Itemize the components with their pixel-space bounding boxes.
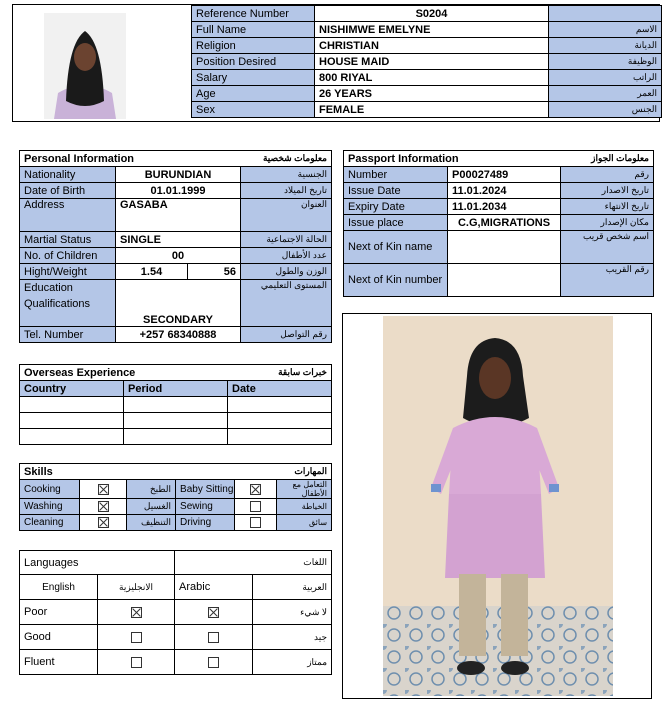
checked-box-icon[interactable]: [98, 517, 109, 528]
education-value: SECONDARY: [116, 280, 241, 327]
header-label-ar: الاسم: [549, 22, 662, 38]
arabic-checkbox-cell: [175, 625, 253, 650]
header-label: Position Desired: [192, 54, 315, 70]
education-ar: المستوى التعليمي: [241, 280, 332, 327]
skill-label: Baby Sitting: [176, 480, 235, 499]
expiry-label: Expiry Date: [344, 199, 448, 215]
header-value: 800 RIYAL: [315, 70, 549, 86]
header-label-ar: الجنس: [549, 102, 662, 118]
personal-title: Personal Information: [20, 151, 188, 167]
children-value: 00: [116, 248, 241, 264]
header-label-ar: العمر: [549, 86, 662, 102]
header-label: Salary: [192, 70, 315, 86]
passport-number-value: P00027489: [448, 167, 561, 183]
checked-box-icon[interactable]: [131, 607, 142, 618]
address-label: Address: [20, 199, 116, 232]
marital-value: SINGLE: [116, 232, 241, 248]
skill-checkbox-cell: [80, 499, 127, 515]
children-label: No. of Children: [20, 248, 116, 264]
english-checkbox-cell: [98, 625, 175, 650]
languages-title: Languages: [20, 551, 175, 575]
overseas-title: Overseas Experience: [20, 365, 228, 381]
kin-number-value: [448, 264, 561, 297]
checked-box-icon[interactable]: [98, 501, 109, 512]
header-row: [192, 38, 662, 54]
header-value: CHRISTIAN: [315, 38, 549, 54]
kin-name-value: [448, 231, 561, 264]
skills-row: [20, 515, 332, 531]
header-label: Age: [192, 86, 315, 102]
table-row: [20, 413, 332, 429]
skills-title: Skills: [20, 464, 176, 480]
overseas-title-ar: خبرات سابقة: [228, 365, 332, 381]
header-row: [192, 102, 662, 118]
dob-value: 01.01.1999: [116, 183, 241, 199]
skills-table: [19, 463, 332, 531]
skill-label-ar: سائق: [277, 515, 332, 531]
address-value: GASABA: [116, 199, 241, 232]
hw-label: Hight/Weight: [20, 264, 116, 280]
empty-box-icon[interactable]: [131, 632, 142, 643]
hw-ar: الوزن والطول: [241, 264, 332, 280]
skill-checkbox-cell: [80, 480, 127, 499]
nationality-value: BURUNDIAN: [116, 167, 241, 183]
language-level-row: [20, 650, 332, 675]
skill-label: Washing: [20, 499, 80, 515]
languages-table: [19, 550, 332, 675]
header-label-ar: [549, 6, 662, 22]
passport-title: Passport Information: [344, 151, 561, 167]
arabic-label: Arabic: [175, 575, 253, 600]
issue-place-label: Issue place: [344, 215, 448, 231]
table-row: [20, 429, 332, 445]
overseas-table: [19, 364, 332, 445]
full-body-photo: [383, 316, 613, 696]
arabic-checkbox-cell: [175, 600, 253, 625]
header-value: FEMALE: [315, 102, 549, 118]
skills-title-ar: المهارات: [176, 464, 332, 480]
skill-checkbox-cell: [235, 499, 277, 515]
issue-place-value: C.G,MIGRATIONS: [448, 215, 561, 231]
dob-label: Date of Birth: [20, 183, 116, 199]
header-value: NISHIMWE EMELYNE: [315, 22, 549, 38]
header-row: [192, 70, 662, 86]
empty-box-icon[interactable]: [208, 657, 219, 668]
checked-box-icon[interactable]: [98, 484, 109, 495]
issue-place-ar: مكان الإصدار: [561, 215, 654, 231]
language-level-label: Fluent: [20, 650, 98, 675]
marital-label: Martial Status: [20, 232, 116, 248]
skill-label-ar: الطبخ: [127, 480, 176, 499]
nationality-ar: الجنسية: [241, 167, 332, 183]
personal-info-table: [19, 150, 332, 343]
header-row: [192, 22, 662, 38]
header-row: [192, 86, 662, 102]
kin-number-label: Next of Kin number: [344, 264, 448, 297]
language-level-label: Poor: [20, 600, 98, 625]
skill-label: Cooking: [20, 480, 80, 499]
tel-ar: رقم التواصل: [241, 327, 332, 343]
tel-label: Tel. Number: [20, 327, 116, 343]
header-label-ar: الديانة: [549, 38, 662, 54]
arabic-label-ar: العربية: [253, 575, 332, 600]
height-value: 1.54: [116, 264, 188, 280]
overseas-col-country: Country: [20, 381, 124, 397]
address-ar: العنوان: [241, 199, 332, 232]
languages-title-ar: اللغات: [175, 551, 332, 575]
checked-box-icon[interactable]: [208, 607, 219, 618]
empty-box-icon[interactable]: [131, 657, 142, 668]
dob-ar: تاريخ الميلاد: [241, 183, 332, 199]
header-label: Religion: [192, 38, 315, 54]
header-label: Full Name: [192, 22, 315, 38]
checked-box-icon[interactable]: [250, 484, 261, 495]
children-ar: عدد الأطفال: [241, 248, 332, 264]
overseas-col-period: Period: [124, 381, 228, 397]
header-value: 26 YEARS: [315, 86, 549, 102]
english-checkbox-cell: [98, 650, 175, 675]
language-level-label: Good: [20, 625, 98, 650]
passport-info-table: [343, 150, 654, 297]
language-level-ar: جيد: [253, 625, 332, 650]
english-label: English: [20, 575, 98, 600]
passport-number-label: Number: [344, 167, 448, 183]
header-label: Reference Number: [192, 6, 315, 22]
header-value: HOUSE MAID: [315, 54, 549, 70]
skill-checkbox-cell: [80, 515, 127, 531]
header-row: [192, 54, 662, 70]
header-value: S0204: [315, 6, 549, 22]
language-level-ar: لا شيء: [253, 600, 332, 625]
personal-title-ar: معلومات شخصية: [188, 151, 332, 167]
skill-checkbox-cell: [235, 480, 277, 499]
skill-label: Cleaning: [20, 515, 80, 531]
skills-row: [20, 499, 332, 515]
header-label-ar: الراتب: [549, 70, 662, 86]
skills-row: [20, 480, 332, 499]
english-label-ar: الانجليزية: [98, 575, 175, 600]
issue-date-ar: تاريخ الاصدار: [561, 183, 654, 199]
english-checkbox-cell: [98, 600, 175, 625]
weight-value: 56: [188, 264, 241, 280]
tel-value: +257 68340888: [116, 327, 241, 343]
header-table: [191, 5, 662, 118]
table-row: [20, 397, 332, 413]
marital-ar: الحالة الاجتماعية: [241, 232, 332, 248]
language-level-row: [20, 625, 332, 650]
header-label-ar: الوظيفة: [549, 54, 662, 70]
expiry-value: 11.01.2034: [448, 199, 561, 215]
kin-name-label: Next of Kin name: [344, 231, 448, 264]
skill-label: Driving: [176, 515, 235, 531]
skill-label-ar: الخياطة: [277, 499, 332, 515]
language-level-row: [20, 600, 332, 625]
passport-photo: [44, 13, 126, 119]
empty-box-icon[interactable]: [250, 517, 261, 528]
issue-date-value: 11.01.2024: [448, 183, 561, 199]
arabic-checkbox-cell: [175, 650, 253, 675]
skill-label-ar: التعامل مع الأطفال: [277, 480, 332, 499]
empty-box-icon[interactable]: [208, 632, 219, 643]
kin-name-ar: اسم شخص قريب: [561, 231, 654, 264]
overseas-col-date: Date: [228, 381, 332, 397]
passport-title-ar: معلومات الجواز: [561, 151, 654, 167]
skill-label-ar: التنظيف: [127, 515, 176, 531]
header-label: Sex: [192, 102, 315, 118]
issue-date-label: Issue Date: [344, 183, 448, 199]
kin-number-ar: رقم القريب: [561, 264, 654, 297]
language-level-ar: ممتاز: [253, 650, 332, 675]
empty-box-icon[interactable]: [250, 501, 261, 512]
education-label: Education Qualifications: [20, 280, 116, 327]
header-row: [192, 6, 662, 22]
passport-number-ar: رقم: [561, 167, 654, 183]
expiry-ar: تاريخ الانتهاء: [561, 199, 654, 215]
skill-checkbox-cell: [235, 515, 277, 531]
skill-label-ar: الغسيل: [127, 499, 176, 515]
skill-label: Sewing: [176, 499, 235, 515]
nationality-label: Nationality: [20, 167, 116, 183]
